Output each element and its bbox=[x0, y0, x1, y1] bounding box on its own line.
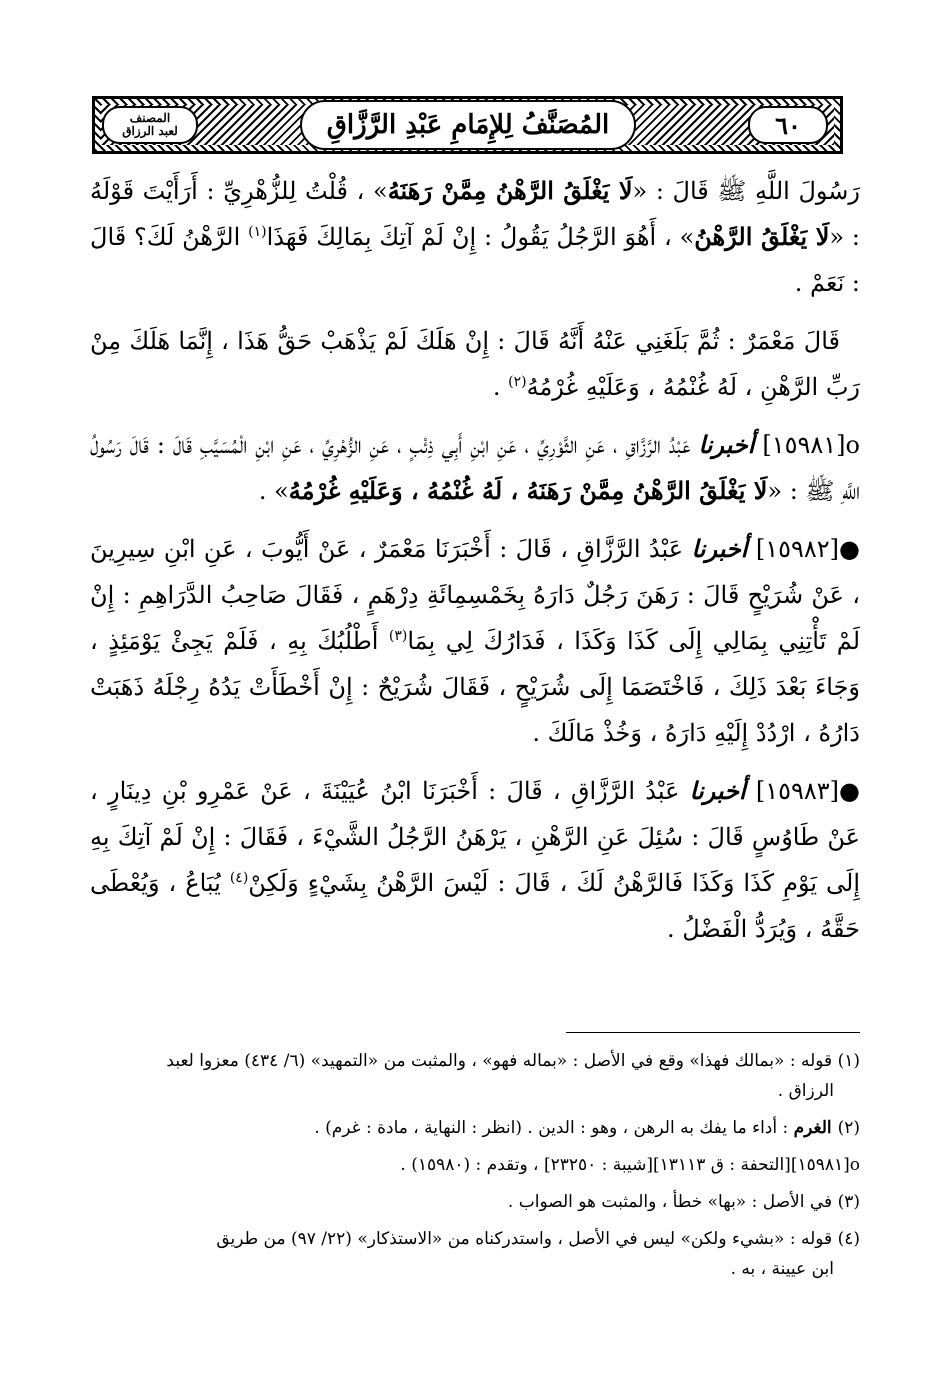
page-header bbox=[92, 96, 843, 154]
paragraph-continuation: رَسُولَ اللَّهِ ﷺ قَالَ : «لَا يَغْلَقُ الرَّهْنُ مِمَّنْ رَهَنَهُ» ، قُلْتُ لِلزُّهْرِيِّ : أَرَأَيْتَ قَوْلَهُ : «لَا يَغْلَقُ الرَّهْنُ» ، أَهُوَ الرَّجُلُ يَقُولُ : إِنْ لَمْ آتِكَ بِمَالِكَ فَهَذَا$^{(١)}$ الرَّهْنُ لَكَ؟ قَالَ : نَعَمْ . bbox=[90, 176, 860, 297]
akhbarana-label: أخبرنا bbox=[689, 776, 746, 805]
hadith-quote: لَا يَغْلَقُ الرَّهْنُ مِمَّنْ رَهَنَهُ ، لَهُ غُنْمُهُ ، وَعَلَيْهِ غُرْمُهُ bbox=[288, 476, 768, 505]
hadith-15982: ●[١٥٩٨٢] أخبرنا عَبْدُ الرَّزَّاقِ ، قَالَ : أَخْبَرَنَا مَعْمَرٌ ، عَنْ أَيُّوبَ ، عَنِ ابْنِ سِيرِينَ ، عَنْ شُرَيْحٍ قَالَ : رَهَنَ رَجُلٌ دَارَهُ بِخَمْسِمِائَةِ دِرْهَمٍ ، فَقَالَ صَاحِبُ الدَّرَاهِمِ : إِنْ لَمْ تَأْتِنِي بِمَالِي إِلَى كَذَا وَكَذَا ، فَدَارُكَ لِي بِمَا$^{(٣)}$ أَطْلُبُكَ بِهِ ، فَلَمْ يَجِئْ يَوْمَئِذٍ ، وَجَاءَ بَعْدَ ذَلِكَ ، فَاخْتَصَمَا إِلَى شُرَيْحٍ ، فَقَالَ شُرَيْحٌ : إِنْ أَخْطَأَتْ يَدُهُ رِجْلَهُ ذَهَبَتْ دَارُهُ ، ارْدُدْ إِلَيْهِ دَارَهُ ، وَخُذْ مَالَكَ . bbox=[90, 526, 860, 756]
hadith-number: [١٥٩٨٢] bbox=[755, 535, 840, 563]
akhbarana-label: أخبرنا bbox=[698, 430, 755, 459]
footnote-label: (١) bbox=[837, 1051, 860, 1071]
hollow-marker-icon: ο bbox=[845, 431, 860, 459]
footnote-label: (٢) bbox=[837, 1118, 860, 1138]
page-number-box bbox=[748, 106, 828, 144]
footnote-label: (٣) bbox=[837, 1192, 860, 1212]
footnote-source-15981: ο[١٥٩٨١][التحفة : ق ١٣١١٣][شيبة : ٢٣٢٥٠] ، وتقدم : (١٥٩٨٠) . bbox=[400, 1155, 860, 1175]
filled-marker-icon: ● bbox=[839, 777, 860, 805]
footnote-ref-3[interactable]: (٣) bbox=[388, 628, 408, 644]
logo-line-2: لعبد الرزاق bbox=[122, 124, 178, 138]
footnote-ref-4[interactable]: (٤) bbox=[229, 870, 249, 886]
paragraph-mamar: قَالَ مَعْمَرٌ : ثُمَّ بَلَغَنِي عَنْهُ أَنَّهُ قَالَ : إِنْ هَلَكَ لَمْ يَذْهَبْ حَقُّ هَذَا ، إِنَّمَا هَلَكَ مِنْ رَبِّ الرَّهْنِ ، لَهُ غُنْمُهُ ، وَعَلَيْهِ غُرْمُهُ$^{(٢)}$ . bbox=[90, 327, 860, 401]
footnote-ref-2[interactable]: (٢) bbox=[508, 374, 527, 390]
footnote-divider bbox=[566, 1032, 860, 1033]
hadith-15983: ●[١٥٩٨٣] أخبرنا عَبْدُ الرَّزَّاقِ ، قَالَ : أَخْبَرَنَا ابْنُ عُيَيْنَةَ ، عَنْ عَمْرِو بْنِ دِينَارٍ ، عَنْ طَاوُسٍ قَالَ : سُئِلَ عَنِ الرَّهْنِ ، يَرْهَنُ الرَّجُلُ الشَّيْءَ ، فَقَالَ : إِنْ لَمْ آتِكَ بِهِ إِلَى يَوْمِ كَذَا وَكَذَا فَالرَّهْنُ لَكَ ، قَالَ : لَيْسَ الرَّهْنُ بِشَيْءٍ وَلَكِنْ$^{(٤)}$ يُبَاعُ ، وَيُعْطَى حَقَّهُ ، وَيُرَدُّ الْفَضْلُ . bbox=[90, 768, 860, 952]
hadith-number: [١٥٩٨١] bbox=[762, 431, 846, 459]
filled-marker-icon: ● bbox=[839, 535, 860, 563]
footnote-1: (١) قوله : «بمالك فهذا» وقع في الأصل : «بماله فهو» ، والمثبت من «التمهيد» (٦/ ٤٣٤) معزوا لعبد الرزاق . bbox=[166, 1051, 860, 1101]
logo-line-1: المصنف bbox=[129, 111, 171, 125]
footnote-ref-1[interactable]: (١) bbox=[248, 224, 267, 240]
footnote-label: ο[١٥٩٨١] bbox=[790, 1155, 860, 1175]
hadith-15981: ο[١٥٩٨١] أخبرنا عَبْدُ الرَّزَّاقِ ، عَنِ الثَّوْرِيِّ ، عَنِ ابْنِ أَبِي ذِئْبٍ ، عَنِ الزُّهْرِيِّ ، عَنِ ابْنِ الْمُسَيَّبِ قَالَ : قَالَ رَسُولُ اللَّهِ ﷺ : «لَا يَغْلَقُ الرَّهْنُ مِمَّنْ رَهَنَهُ ، لَهُ غُنْمُهُ ، وَعَلَيْهِ غُرْمُهُ» . bbox=[90, 422, 860, 514]
book-title: المُصَنَّفُ لِلإِمَامِ عَبْدِ الرَّزَّاقِ bbox=[326, 110, 610, 140]
running-title bbox=[300, 100, 636, 150]
footnote-label: (٤) bbox=[837, 1229, 860, 1249]
page-number: ٦٠ bbox=[775, 110, 801, 140]
footnote-3: (٣) في الأصل : «بها» خطأ ، والمثبت هو الصواب . bbox=[507, 1192, 860, 1212]
book-logo bbox=[102, 106, 198, 144]
footnote-2: (٢) الغرم : أداء ما يفك به الرهن ، وهو : الدين . (انظر : النهاية ، مادة : غرم) . bbox=[314, 1118, 860, 1138]
footnote-4: (٤) قوله : «بشيء ولكن» ليس في الأصل ، واستدركناه من «الاستذكار» (٢٢/ ٩٧) من طريق ابن عيينة ، به . bbox=[216, 1229, 860, 1279]
main-text bbox=[90, 168, 860, 964]
hadith-quote: لَا يَغْلَقُ الرَّهْنُ مِمَّنْ رَهَنَهُ bbox=[387, 176, 633, 205]
hadith-quote: لَا يَغْلَقُ الرَّهْنُ bbox=[694, 222, 830, 251]
footnotes bbox=[90, 1046, 860, 1291]
akhbarana-label: أخبرنا bbox=[691, 534, 748, 563]
hadith-number: [١٥٩٨٣] bbox=[755, 777, 840, 805]
